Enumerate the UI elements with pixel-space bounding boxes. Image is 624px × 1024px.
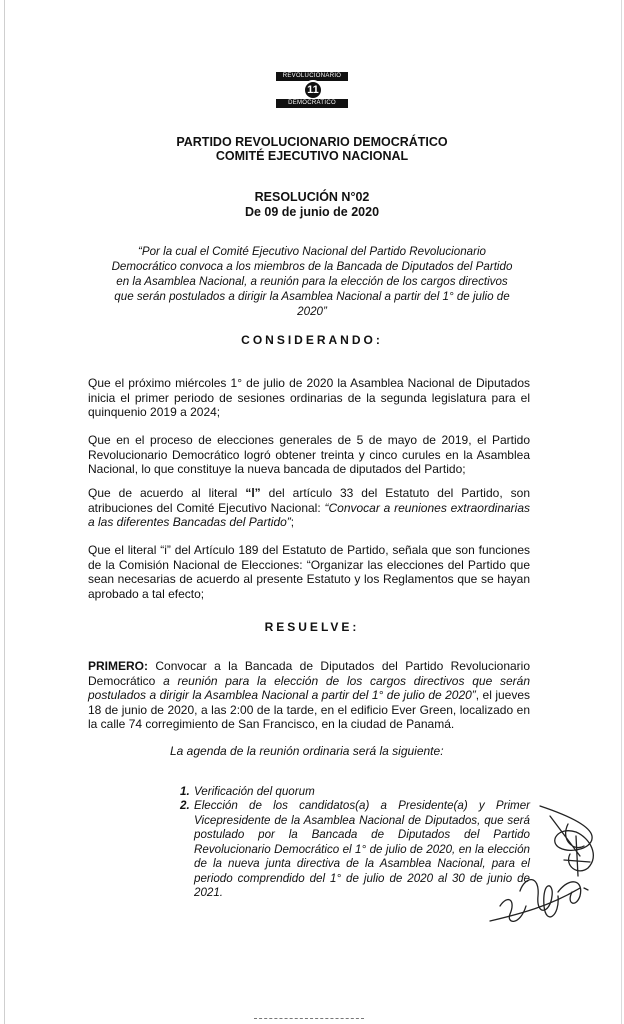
considerando-paragraph-3 xyxy=(88,486,530,530)
agenda-item-2-text: Elección de los candidatos(a) a Presidente(a) y Primer Vicepresidente de la Asamblea Nacional de Diputados, que será postulado por la Bancada de Diputados del Partido Revolucionario Democrático el 1° de julio de 2020, en la elección de la nueva junta directiva de la Asamblea Nacional, para el periodo comprendido del 1° de julio de 2020 al 30 de junio de 2021. xyxy=(194,799,530,899)
considerando-paragraph-1: Que el próximo miércoles 1° de julio de 2020 la Asamblea Nacional de Diputados inicia el primer periodo de sesiones ordinarias de la segunda legislatura para el quinquenio 2019 a 2024; xyxy=(88,376,530,419)
resolution-number: RESOLUCIÓN N°02 xyxy=(254,190,370,204)
primero-text-b: a reunión para la elección de los cargos directivos que serán postulados a dirigir la Asamblea Nacional a partir del 1° de julio de 2020” xyxy=(88,673,530,702)
p3-quote: “Convocar a reuniones extraordinarias a las diferentes Bancadas del Partido” xyxy=(88,500,531,529)
logo-top-text: REVOLUCIONARIO xyxy=(276,72,348,81)
agenda-intro: La agenda de la reunión ordinaria será la siguiente: xyxy=(170,744,444,758)
considerando-paragraph-4: Que el literal “i” del Artículo 189 del Estatuto de Partido, señala que son funciones de la Comisión Nacional de Elecciones: “Organizar las elecciones del Partido que sean necesarias de acuerdo al presente Estatuto y los Reglamentos que se hayan aprobado a tal efecto; xyxy=(88,543,530,601)
logo-number: 11 xyxy=(303,80,323,100)
primero-text-c: , el jueves 18 de junio de 2020, a las 2:00 de la tarde, en el edificio Ever Green, localizado en la calle 74 corregimiento de San Francisco, en la ciudad de Panamá. xyxy=(88,688,531,731)
considerando-title: CONSIDERANDO: xyxy=(241,333,383,347)
p3-text-c: del artículo 33 del Estatuto del Partido, son atribuciones del Comité Ejecutivo Nacional: xyxy=(88,486,530,515)
agenda-item-1-number: 1. xyxy=(180,785,190,798)
p3-literal: “l” xyxy=(245,486,261,500)
primero-label: PRIMERO: xyxy=(88,659,148,673)
page-footer-mark xyxy=(254,1018,364,1020)
agenda-item-2-number: 2. xyxy=(180,799,190,812)
committee-name: COMITÉ EJECUTIVO NACIONAL xyxy=(215,149,409,163)
resolution-date: De 09 de junio de 2020 xyxy=(244,205,380,219)
handwritten-signatures xyxy=(480,796,620,946)
considerando-paragraph-2: Que en el proceso de elecciones generales de 5 de mayo de 2019, el Partido Revolucionario Democrático logró obtener treinta y cinco curules en la Asamblea Nacional, lo que constituye la nueva bancada de diputados del Partido; xyxy=(88,433,530,476)
resolution-intro: “Por la cual el Comité Ejecutivo Nacional del Partido Revolucionario Democrático convoca a los miembros de la Bancada de Diputados del Partido en la Asamblea Nacional, a reunión para la elección de los cargos directivos que serán postulados a dirigir la Asamblea Nacional a partir del 1° de julio de 2020” xyxy=(111,245,513,318)
primero-paragraph xyxy=(88,659,530,732)
p3-text-a: Que de acuerdo al literal xyxy=(88,486,246,500)
resuelve-title: RESUELVE: xyxy=(264,620,360,634)
primero-text-a: Convocar a la Bancada de Diputados del Partido Revolucionario Democrático xyxy=(88,659,530,688)
p3-text-e: ; xyxy=(290,515,295,529)
party-name: PARTIDO REVOLUCIONARIO DEMOCRÁTICO xyxy=(176,135,448,149)
logo-bottom-text: DEMOCRATICO xyxy=(276,99,348,108)
agenda-item-1-text: Verificación del quorum xyxy=(194,785,315,798)
party-logo xyxy=(276,72,348,108)
